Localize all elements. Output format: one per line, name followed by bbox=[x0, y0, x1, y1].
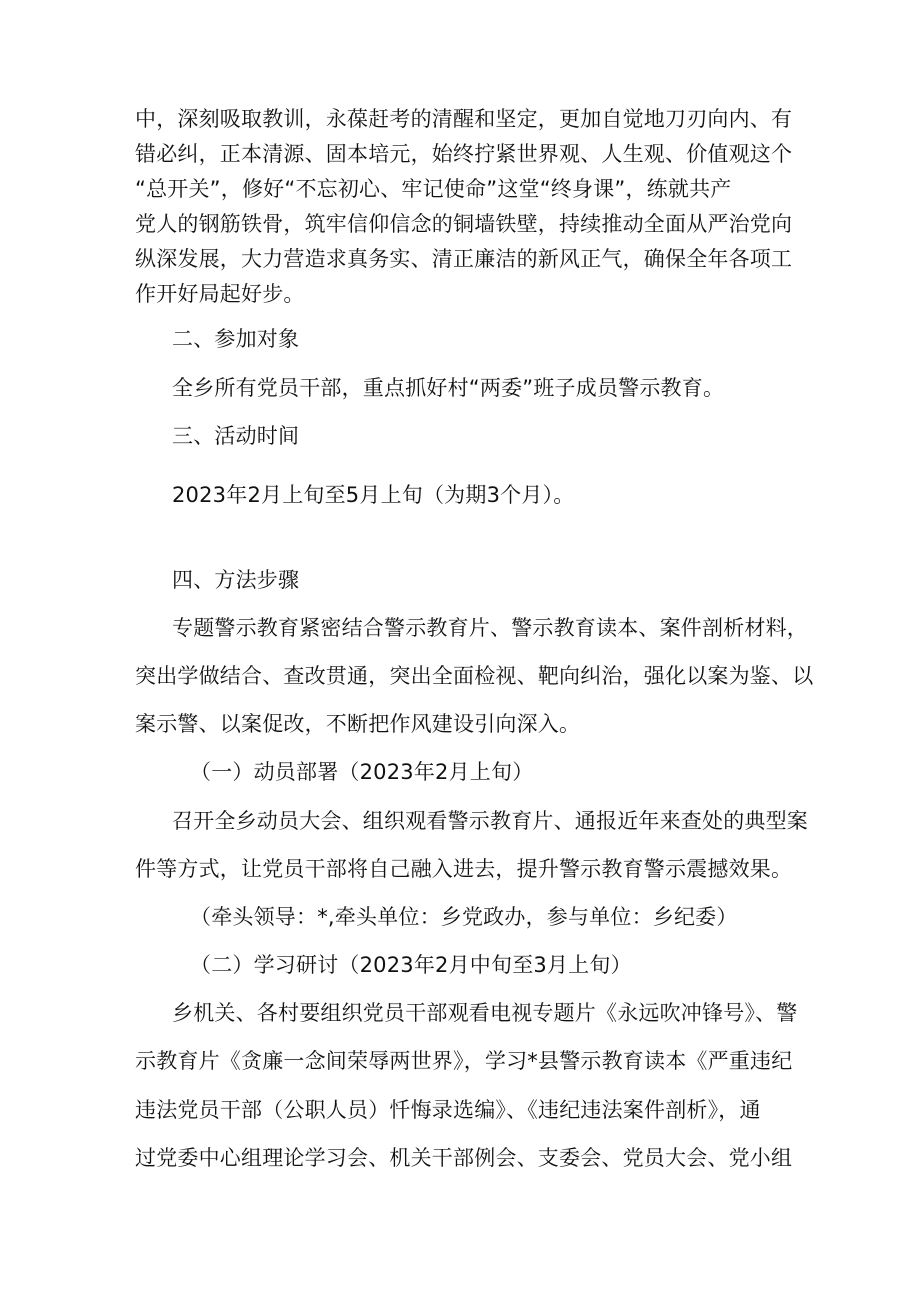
paragraph-line: 全乡所有党员干部，重点抓好村“两委”班子成员警示教育。 bbox=[172, 376, 725, 400]
section-heading-steps: 四、方法步骤 bbox=[172, 568, 300, 592]
subsection-heading-study: （二）学习研讨（2023年2月中旬至3月上旬） bbox=[190, 953, 632, 977]
subsection-heading-mobilization: （一）动员部署（2023年2月上旬） bbox=[190, 760, 534, 784]
section-heading-participants: 二、参加对象 bbox=[172, 327, 300, 351]
paragraph-line: 召开全乡动员大会、组织观看警示教育片、通报近年来查处的典型案 bbox=[172, 809, 808, 833]
paragraph-line: 党人的钢筋铁骨，筑牢信仰信念的铜墙铁壁，持续推动全面从严治党向 bbox=[135, 212, 793, 236]
paragraph-line: 突出学做结合、查改贯通，突出全面检视、靶向纠治，强化以案为鉴、以 bbox=[135, 664, 814, 688]
section-heading-time: 三、活动时间 bbox=[172, 424, 300, 448]
paragraph-line: 作开好局起好步。 bbox=[135, 282, 305, 306]
paragraph-line: 2023年2月上旬至5月上旬（为期3个月）。 bbox=[172, 483, 575, 507]
paragraph-line: 过党委中心组理论学习会、机关干部例会、支委会、党员大会、党小组 bbox=[135, 1146, 793, 1170]
paragraph-line: 中，深刻吸取教训，永葆赶考的清醒和坚定，更加自觉地刀刃向内、有 bbox=[135, 107, 793, 131]
responsibility-note: （牵头领导：*,牵头单位：乡党政办，参与单位：乡纪委） bbox=[190, 905, 738, 929]
paragraph-line: 错必纠，正本清源、固本培元，始终拧紧世界观、人生观、价值观这个 bbox=[135, 142, 793, 166]
paragraph-line: 专题警示教育紧密结合警示教育片、警示教育读本、案件剖析材料， bbox=[172, 616, 808, 640]
paragraph-line: 示教育片《贪廉一念间荣辱两世界》，学习*县警示教育读本《严重违纪 bbox=[135, 1049, 793, 1073]
paragraph-line: 乡机关、各村要组织党员干部观看电视专题片《永远吹冲锋号》、警 bbox=[172, 1001, 798, 1025]
paragraph-line: 件等方式，让党员干部将自己融入进去，提升警示教育警示震撼效果。 bbox=[135, 857, 793, 881]
paragraph-line: 案示警、以案促改，不断把作风建设引向深入。 bbox=[135, 712, 581, 736]
paragraph-line: “总开关”，修好“不忘初心、牢记使命”这堂“终身课”，练就共产 bbox=[135, 177, 732, 201]
paragraph-line: 违法党员干部（公职人员）忏悔录选编》、《违纪违法案件剖析》，通 bbox=[135, 1098, 761, 1122]
paragraph-line: 纵深发展，大力营造求真务实、清正廉洁的新风正气，确保全年各项工 bbox=[135, 247, 793, 271]
